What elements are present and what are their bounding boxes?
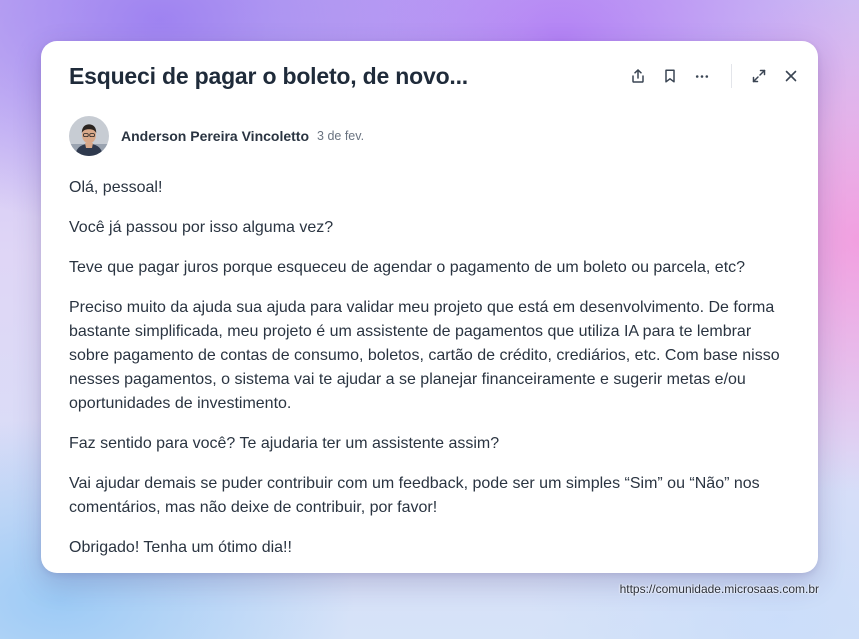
toolbar-divider bbox=[731, 64, 732, 88]
expand-icon bbox=[751, 68, 767, 84]
avatar[interactable] bbox=[69, 116, 109, 156]
close-icon bbox=[783, 68, 799, 84]
bookmark-button[interactable] bbox=[657, 63, 683, 89]
expand-button[interactable] bbox=[746, 63, 772, 89]
post-title: Esqueci de pagar o boleto, de novo... bbox=[69, 63, 468, 89]
post-body bbox=[69, 176, 793, 576]
post-toolbar bbox=[625, 63, 804, 89]
post-date: 3 de fev. bbox=[317, 129, 365, 143]
author-name[interactable]: Anderson Pereira Vincoletto bbox=[121, 128, 310, 144]
post-paragraph: Teve que pagar juros porque esqueceu de agendar o pagamento de um boleto ou parcela, etc? bbox=[69, 259, 746, 276]
more-options-button[interactable] bbox=[689, 63, 715, 89]
post-paragraph: Obrigado! Tenha um ótimo dia!! bbox=[69, 539, 292, 556]
post-paragraph: Preciso muito da ajuda sua ajuda para validar meu projeto que está em desenvolvimento. De forma bastante simplificada, meu projeto é um assistente de pagamentos que utiliza IA para te lembrar sobre pagamento de contas de consumo, boletos, cartão de crédito, crediários, etc. Com base nisso nesses pagamentos, o sistema vai te ajudar a se planejar financeiramente e sugerir metas e/ou oportunidades de investimento. bbox=[69, 299, 780, 412]
post-paragraph: Vai ajudar demais se puder contribuir com um feedback, pode ser um simples “Sim” ou “Não” nos comentários, mas não deixe de contribuir, por favor! bbox=[69, 475, 760, 516]
more-icon bbox=[694, 68, 710, 84]
post-modal bbox=[41, 41, 818, 573]
share-icon bbox=[630, 68, 646, 84]
post-paragraph: Olá, pessoal! bbox=[69, 179, 163, 196]
bookmark-icon bbox=[662, 68, 678, 84]
share-button[interactable] bbox=[625, 63, 651, 89]
close-button[interactable] bbox=[778, 63, 804, 89]
source-url: https://comunidade.microsaas.com.br bbox=[619, 582, 819, 596]
post-author-row bbox=[69, 116, 364, 156]
post-paragraph: Você já passou por isso alguma vez? bbox=[69, 219, 334, 236]
post-paragraph: Faz sentido para você? Te ajudaria ter um assistente assim? bbox=[69, 435, 500, 452]
